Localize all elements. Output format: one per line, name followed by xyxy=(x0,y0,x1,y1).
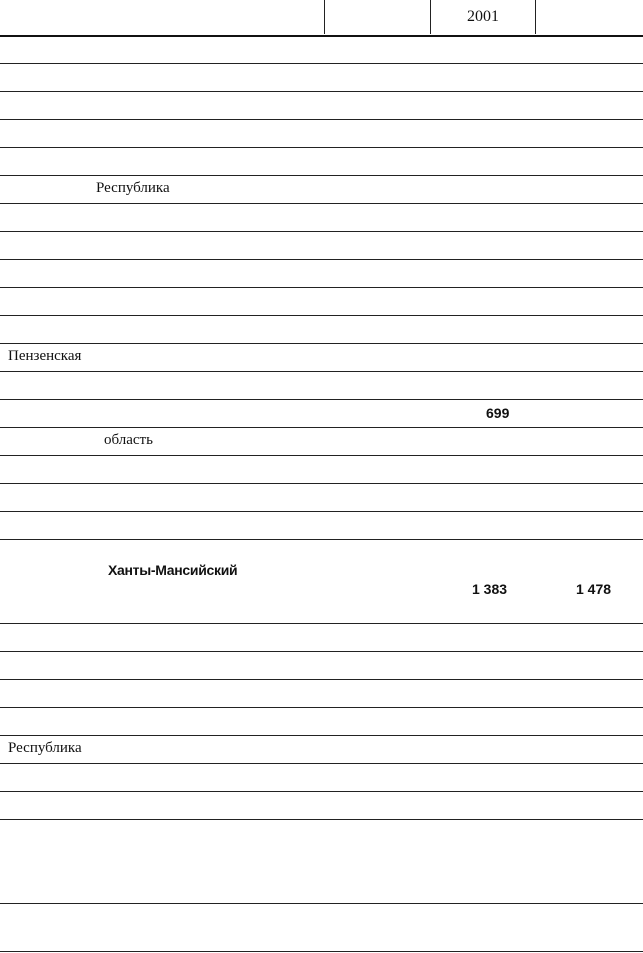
region-label-respublika: Республика xyxy=(96,180,170,196)
region-label-penzenskaya: Пензенская xyxy=(8,348,82,364)
region-label-respublika: Республика xyxy=(8,740,82,756)
row-divider xyxy=(0,707,643,708)
row-divider xyxy=(0,455,643,456)
row-divider xyxy=(0,951,643,952)
row-divider xyxy=(0,287,643,288)
row-divider xyxy=(0,203,643,204)
region-label-oblast: область xyxy=(104,432,153,448)
value-cell: 1 383 xyxy=(472,581,508,597)
row-divider xyxy=(0,791,643,792)
row-divider xyxy=(0,903,643,904)
row-divider xyxy=(0,315,643,316)
row-divider xyxy=(0,63,643,64)
value-cell: 699 xyxy=(486,405,510,421)
header-year-label: 2001 xyxy=(467,8,499,25)
row-divider xyxy=(0,147,643,148)
row-divider xyxy=(0,735,643,736)
row-divider xyxy=(0,427,643,428)
row-divider xyxy=(0,35,643,37)
header-cell-2 xyxy=(325,0,431,34)
row-divider xyxy=(0,371,643,372)
row-divider xyxy=(0,91,643,92)
row-divider xyxy=(0,483,643,484)
row-divider xyxy=(0,119,643,120)
row-divider xyxy=(0,399,643,400)
row-divider xyxy=(0,231,643,232)
value-cell: 1 478 xyxy=(576,581,612,597)
row-divider xyxy=(0,343,643,344)
row-divider xyxy=(0,679,643,680)
region-label-khanty-mansiysky: Ханты-Мансийский xyxy=(108,562,238,578)
header-cell-4 xyxy=(536,0,643,34)
row-divider xyxy=(0,259,643,260)
header-cell-name xyxy=(0,0,325,34)
row-divider xyxy=(0,175,643,176)
row-divider xyxy=(0,539,643,540)
row-divider xyxy=(0,763,643,764)
row-divider xyxy=(0,651,643,652)
row-divider xyxy=(0,511,643,512)
row-divider xyxy=(0,623,643,624)
table-header xyxy=(0,0,643,36)
row-divider xyxy=(0,819,643,820)
